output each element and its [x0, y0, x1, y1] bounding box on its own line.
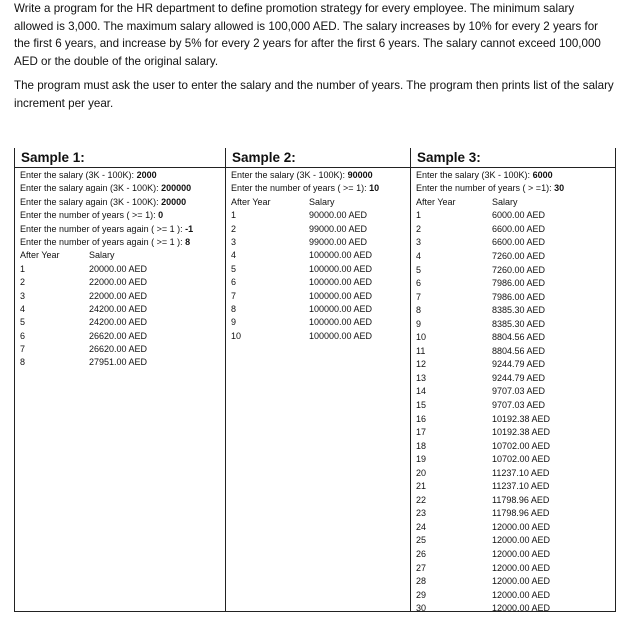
year-cell: 6 [231, 277, 237, 288]
year-cell: 3 [416, 237, 422, 248]
table-row [416, 385, 615, 399]
year-cell: 22 [416, 494, 427, 505]
salary-cell: 10192.38 AED [492, 413, 551, 424]
table-row [416, 562, 615, 576]
salary-header: Salary [309, 196, 335, 207]
table-row [20, 263, 226, 276]
table-row [416, 602, 615, 616]
salary-cell: 26620.00 AED [89, 344, 148, 355]
year-cell: 25 [416, 535, 427, 546]
year-cell: 18 [416, 440, 427, 451]
table-row [416, 440, 615, 454]
prompt-value: 30 [554, 183, 565, 194]
table-row [20, 290, 226, 303]
year-cell: 9 [416, 318, 422, 329]
salary-cell: 10702.00 AED [492, 454, 551, 465]
table-row [20, 356, 226, 369]
salary-cell: 100000.00 AED [309, 250, 373, 261]
table-row [416, 277, 615, 291]
prompt-line [20, 182, 226, 195]
prompt-text: Enter the salary again (3K - 100K): [20, 183, 162, 194]
year-cell: 8 [20, 357, 26, 368]
prompt-line [20, 196, 226, 209]
year-header: After Year [20, 250, 60, 261]
prompt-line [231, 182, 411, 195]
table-row [416, 345, 615, 359]
year-cell: 2 [416, 223, 422, 234]
year-cell: 4 [20, 303, 26, 314]
year-cell: 2 [231, 223, 237, 234]
salary-cell: 7986.00 AED [492, 278, 546, 289]
year-cell: 24 [416, 521, 427, 532]
prompt-text: Enter the number of years ( >= 1): [20, 210, 159, 221]
table-row [416, 575, 615, 589]
year-cell: 29 [416, 589, 427, 600]
table-row [416, 399, 615, 413]
table-header [231, 196, 411, 209]
salary-cell: 12000.00 AED [492, 589, 551, 600]
prompt-text: Enter the number of years again ( >= 1 ): [20, 223, 186, 234]
table-row [416, 453, 615, 467]
table-row [416, 589, 615, 603]
salary-cell: 27951.00 AED [89, 357, 148, 368]
prompt-text: Enter the number of years ( >= 1): [231, 183, 370, 194]
salary-cell: 26620.00 AED [89, 330, 148, 341]
table-row [416, 372, 615, 386]
salary-cell: 20000.00 AED [89, 263, 148, 274]
salary-cell: 7986.00 AED [492, 291, 546, 302]
year-cell: 23 [416, 508, 427, 519]
year-cell: 1 [416, 210, 422, 221]
salary-header: Salary [492, 196, 518, 207]
year-cell: 2 [20, 277, 26, 288]
salary-cell: 12000.00 AED [492, 535, 551, 546]
sample-output [411, 168, 615, 616]
sample-3-panel [410, 148, 616, 612]
salary-cell: 12000.00 AED [492, 549, 551, 559]
table-row [416, 480, 615, 494]
year-cell: 6 [20, 330, 26, 341]
table-row [416, 521, 615, 535]
year-cell: 14 [416, 386, 427, 397]
year-cell: 28 [416, 576, 427, 587]
year-cell: 15 [416, 399, 427, 410]
table-row [416, 548, 615, 562]
table-row [416, 534, 615, 548]
year-cell: 1 [231, 210, 237, 221]
year-cell: 5 [20, 317, 26, 328]
prompt-text: Enter the number of years again ( >= 1 ): [20, 236, 186, 247]
table-row [231, 263, 411, 276]
year-cell: 4 [416, 250, 422, 261]
year-cell: 11 [416, 345, 426, 356]
year-header: After Year [416, 196, 456, 207]
table-row [416, 304, 615, 318]
prompt-line [20, 169, 226, 182]
table-header [416, 196, 615, 210]
year-cell: 21 [416, 481, 427, 492]
salary-cell: 100000.00 AED [309, 317, 373, 328]
year-cell: 27 [416, 562, 427, 573]
salary-cell: 10192.38 AED [492, 427, 551, 438]
salary-cell: 100000.00 AED [309, 263, 373, 274]
table-row [231, 209, 411, 222]
prompt-line [416, 182, 615, 195]
salary-cell: 7260.00 AED [492, 264, 546, 275]
year-cell: 8 [231, 303, 237, 314]
prompt-line [20, 223, 226, 236]
year-cell: 1 [20, 263, 26, 274]
year-cell: 13 [416, 372, 427, 383]
table-row [416, 250, 615, 264]
prompt-value: -1 [185, 223, 194, 234]
prompt-value: 20000 [161, 196, 187, 207]
table-row [416, 507, 615, 521]
sample-output [226, 168, 411, 343]
prompt-value: 6000 [532, 170, 553, 180]
salary-cell: 12000.00 AED [492, 562, 551, 573]
prompt-value: 0 [158, 210, 164, 221]
salary-cell: 9244.79 AED [492, 359, 546, 370]
salary-cell: 100000.00 AED [309, 330, 373, 341]
year-cell: 9 [231, 317, 237, 328]
table-row [231, 276, 411, 289]
salary-cell: 12000.00 AED [492, 603, 551, 614]
prompt-line [416, 169, 615, 182]
salary-header: Salary [89, 250, 115, 261]
year-cell: 3 [20, 290, 26, 301]
prompt-text: Enter the number of years ( > =1): [416, 183, 555, 194]
salary-cell: 9244.79 AED [492, 372, 546, 383]
table-row [416, 264, 615, 278]
prompt-line [20, 209, 226, 222]
salary-cell: 10702.00 AED [492, 440, 551, 451]
salary-cell: 24200.00 AED [89, 303, 148, 314]
salary-cell: 12000.00 AED [492, 576, 551, 587]
sample-title: Sample 1: [15, 148, 226, 168]
year-cell: 8 [416, 305, 422, 316]
year-cell: 3 [231, 236, 237, 247]
sample-1-panel [14, 148, 226, 612]
salary-cell: 11798.96 AED [492, 508, 550, 519]
prompt-line [20, 236, 226, 249]
table-row [231, 223, 411, 236]
salary-cell: 6600.00 AED [492, 237, 546, 248]
salary-cell: 12000.00 AED [492, 521, 551, 532]
table-row [416, 223, 615, 237]
prompt-value: 2000 [136, 170, 157, 180]
sample-title: Sample 3: [411, 148, 615, 168]
year-cell: 4 [231, 250, 237, 261]
year-cell: 7 [416, 291, 422, 302]
salary-cell: 9707.03 AED [492, 386, 546, 397]
salary-cell: 22000.00 AED [89, 277, 148, 288]
table-row [231, 330, 411, 343]
year-cell: 26 [416, 549, 427, 559]
salary-cell: 99000.00 AED [309, 236, 368, 247]
table-row [231, 316, 411, 329]
salary-cell: 7260.00 AED [492, 250, 546, 261]
salary-cell: 100000.00 AED [309, 290, 373, 301]
program-requirement: The program must ask the user to enter the salary and the number of years. The program then prints list of the salary increment per year. [14, 79, 614, 110]
year-cell: 16 [416, 413, 427, 424]
table-row [416, 358, 615, 372]
salary-cell: 8385.30 AED [492, 318, 546, 329]
year-cell: 6 [416, 278, 422, 289]
table-row [416, 236, 615, 250]
salary-cell: 90000.00 AED [309, 210, 368, 221]
year-cell: 7 [231, 290, 237, 301]
salary-cell: 6600.00 AED [492, 223, 546, 234]
salary-cell: 8804.56 AED [492, 345, 546, 356]
table-row [20, 303, 226, 316]
table-row [231, 249, 411, 262]
salary-cell: 99000.00 AED [309, 223, 368, 234]
year-cell: 10 [416, 332, 427, 343]
year-cell: 7 [20, 344, 26, 355]
table-row [231, 290, 411, 303]
salary-cell: 100000.00 AED [309, 277, 373, 288]
table-row [20, 316, 226, 329]
sample-title: Sample 2: [226, 148, 411, 168]
salary-cell: 100000.00 AED [309, 303, 373, 314]
sample-output [15, 168, 226, 370]
prompt-value: 8 [185, 236, 191, 247]
year-cell: 17 [416, 427, 427, 438]
salary-cell: 11237.10 AED [492, 481, 550, 492]
table-row [416, 494, 615, 508]
salary-cell: 22000.00 AED [89, 290, 148, 301]
year-cell: 10 [231, 330, 242, 341]
prompt-value: 200000 [161, 183, 192, 194]
year-cell: 30 [416, 603, 427, 614]
year-cell: 5 [416, 264, 422, 275]
table-header [20, 249, 226, 262]
salary-cell: 11237.10 AED [492, 467, 550, 478]
prompt-text: Enter the salary (3K - 100K): [231, 170, 348, 180]
year-header: After Year [231, 196, 271, 207]
salary-cell: 24200.00 AED [89, 317, 148, 328]
table-row [20, 330, 226, 343]
problem-description: Write a program for the HR department to define promotion strategy for every employee. The minimum salary allowed is 3,000. The maximum salary allowed is 100,000 AED. The salary increases by 10% for every 2 years for the first 6 years, and increase by 5% for every 2 years for after the first 6 years. The salary cannot exceed 100,000 AED or the double of the original salary. [14, 2, 601, 68]
salary-cell: 6000.00 AED [492, 210, 546, 221]
table-row [416, 331, 615, 345]
table-row [20, 343, 226, 356]
prompt-text: Enter the salary (3K - 100K): [416, 170, 533, 180]
year-cell: 19 [416, 454, 427, 465]
salary-cell: 11798.96 AED [492, 494, 550, 505]
prompt-value: 90000 [347, 170, 373, 180]
table-row [416, 467, 615, 481]
table-row [416, 413, 615, 427]
prompt-text: Enter the salary again (3K - 100K): [20, 196, 162, 207]
table-row [416, 318, 615, 332]
table-row [416, 209, 615, 223]
year-cell: 20 [416, 467, 427, 478]
table-row [231, 236, 411, 249]
salary-cell: 9707.03 AED [492, 399, 546, 410]
salary-cell: 8385.30 AED [492, 305, 546, 316]
sample-2-panel [225, 148, 411, 612]
prompt-text: Enter the salary (3K - 100K): [20, 170, 137, 180]
table-row [416, 291, 615, 305]
salary-cell: 8804.56 AED [492, 332, 546, 343]
prompt-line [231, 169, 411, 182]
table-row [416, 426, 615, 440]
prompt-value: 10 [369, 183, 380, 194]
table-row [231, 303, 411, 316]
year-cell: 5 [231, 263, 237, 274]
table-row [20, 276, 226, 289]
year-cell: 12 [416, 359, 427, 370]
